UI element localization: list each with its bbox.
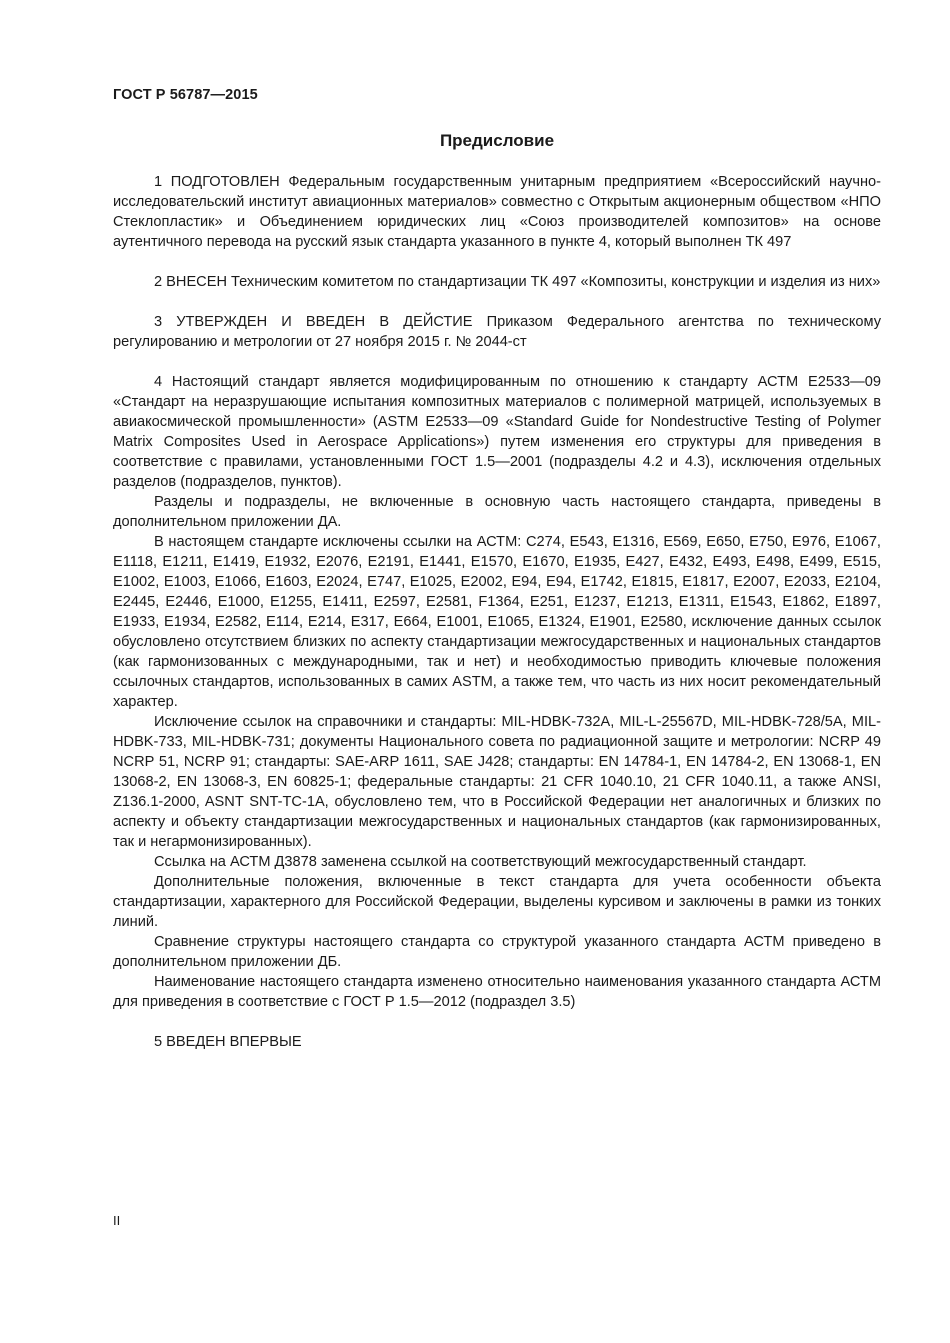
- paragraph-additional-provisions: Дополнительные положения, включенные в текст стандарта для учета особенности объекта стандартизации, характерного для Российской Федерации, выделены курсивом и заключены в рамки из тонких линий.: [113, 874, 881, 930]
- document-header: ГОСТ Р 56787—2015: [113, 87, 258, 103]
- paragraph-structure-comparison: Сравнение структуры настоящего стандарта со структурой указанного стандарта АСТМ приведено в дополнительном приложении ДБ.: [113, 934, 881, 970]
- paragraph-excluded-handbooks: Исключение ссылок на справочники и стандарты: MIL-HDBK-732A, MIL-L-25567D, MIL-HDBK-728/5A, MIL-HDBK-733, MIL-HDBK-731; документы Национального совета по радиационной защите и метрологии: NCRP 49 NCRP 51, NCRP 91; стандарты: SAE-ARP 1611, SAE J428; стандарты: EN 14784-1, EN 14784-2, EN 13068-1, EN 13068-2, EN 13068-3, EN 60825-1; федеральные стандарты: 21 CFR 1040.10, 21 CFR 1040.11, а также ANSI, Z136.1-2000, ASNT SNT-TC-1A, обусловлено тем, что в Российской Федерации нет аналогичных и близких по аспекту и объекту стандартизации межгосударственных и национальных стандартов (как гармонизированных, так и негармонизированных).: [113, 714, 881, 850]
- paragraph-name-change: Наименование настоящего стандарта изменено относительно наименования указанного стандарта АСТМ для приведения в соответствие с ГОСТ Р 1.5—2012 (подраздел 3.5): [113, 974, 881, 1010]
- paragraph-excluded-astm-references: В настоящем стандарте исключены ссылки на АСТМ: С274, Е543, Е1316, Е569, Е650, Е750, Е976, Е1067, Е1118, Е1211, Е1419, Е1932, Е2076, Е2191, Е1441, Е1570, Е1670, Е1935, Е427, Е432, Е493, Е498, Е499, Е515, Е1002, Е1003, Е1066, Е1603, Е2024, Е747, Е1025, Е2002, Е94, Е94, Е1742, Е1815, Е1817, Е2007, Е2033, Е2104, Е2445, Е2446, Е1000, Е1255, Е1411, Е2597, Е2581, F1364, Е251, Е1237, Е1213, Е1311, Е1543, Е1862, Е1897, Е1933, Е1934, Е2582, Е114, Е214, Е317, Е664, Е1001, Е1065, Е1324, Е1901, Е2580, исключение данных ссылок обусловлено отсутствием близких по аспекту стандартизации межгосударственных и национальных стандартов (как гармонизованных с международными, так и нет) и необходимостью приводить ключевые положения ссылочных стандартов, использованных в самих ASTM, а также тем, что часть из них носит рекомендательный характер.: [113, 534, 881, 710]
- section-title: Предисловие: [439, 131, 555, 150]
- paragraph-prepared-by: 1 ПОДГОТОВЛЕН Федеральным государственным унитарным предприятием «Всероссийский научно-исследовательский институт авиационных материалов» совместно с Открытым акционерным обществом «НПО Стеклопластик» и Объединением юридических лиц «Союз производителей композитов» на основе аутентичного перевода на русский язык стандарта указанного в пункте 4, который выполнен ТК 497: [113, 174, 881, 250]
- paragraph-introduced-first: 5 ВВЕДЕН ВПЕРВЫЕ: [154, 1034, 302, 1050]
- paragraph-d3878-reference: Ссылка на АСТМ Д3878 заменена ссылкой на соответствующий межгосударственный стандарт.: [154, 854, 807, 870]
- preface-body: [113, 172, 881, 1052]
- paragraph-sections-appendix: Разделы и подразделы, не включенные в основную часть настоящего стандарта, приведены в дополнительном приложении ДА.: [113, 494, 881, 530]
- paragraph-standard-relation: 4 Настоящий стандарт является модифицированным по отношению к стандарту АСТМ Е2533—09 «Стандарт на неразрушающие испытания композитных материалов с полимерной матрицей, используемых в авиакосмической промышленности» (ASTM E2533—09 «Standard Guide for Nondestructive Testing of Polymer Matrix Composites Used in Aerospace Applications») путем изменения его структуры для приведения в соответствие с правилами, установленными ГОСТ 1.5—2001 (подразделы 4.2 и 4.3), исключения отдельных разделов (подразделов, пунктов).: [113, 374, 881, 490]
- paragraph-introduced-by: 2 ВНЕСЕН Техническим комитетом по стандартизации ТК 497 «Композиты, конструкции и изделия из них»: [154, 274, 881, 290]
- paragraph-approved: 3 УТВЕРЖДЕН И ВВЕДЕН В ДЕЙСТИЕ Приказом Федерального агентства по техническому регулированию и метрологии от 27 ноября 2015 г. № 2044-ст: [113, 314, 881, 350]
- page-number: II: [113, 1213, 121, 1228]
